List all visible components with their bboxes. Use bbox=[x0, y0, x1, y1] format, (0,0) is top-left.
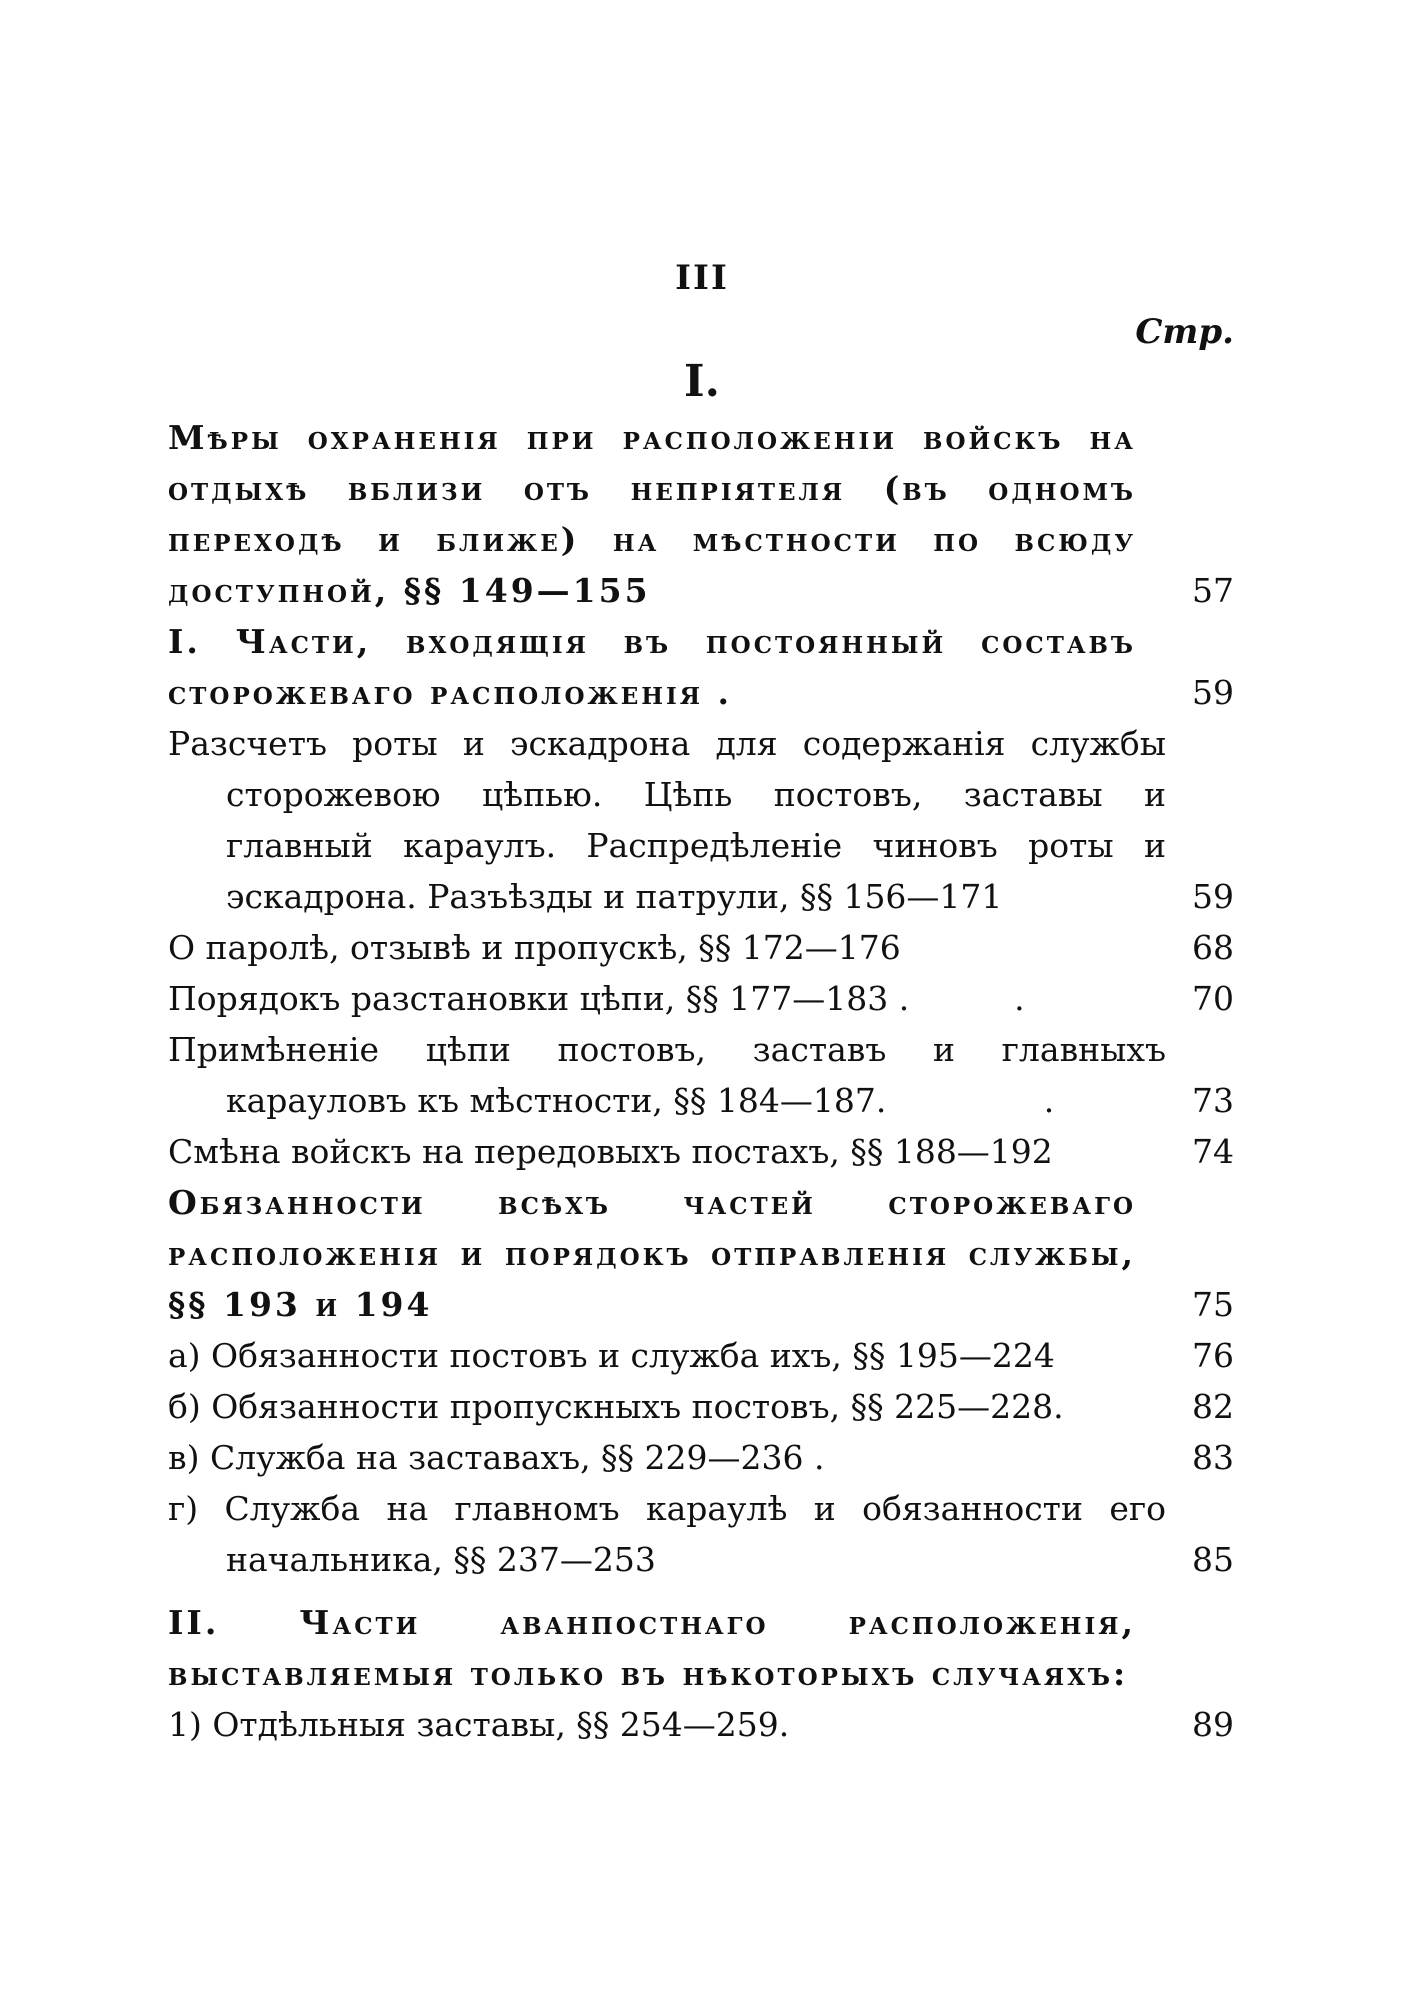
toc-entry-page: 89 bbox=[1192, 1705, 1234, 1744]
toc-entry-page: 74 bbox=[1192, 1132, 1234, 1171]
toc-entry-page: 68 bbox=[1192, 928, 1234, 967]
page-column-label: Стр. bbox=[1135, 312, 1234, 352]
toc-entry bbox=[168, 1126, 1234, 1177]
toc-entry-text: б) Обязанности пропускныхъ постовъ, §§ 225—228. bbox=[168, 1387, 1064, 1426]
toc-entry-text: Мѣры охраненія при расположеніи войскъ на отдыхѣ вблизи отъ непріятеля (въ одномъ переходѣ и ближе) на мѣстности по всюду доступной, §§ 149—155 bbox=[168, 418, 1136, 610]
toc-entry-text: в) Служба на заставахъ, §§ 229—236 . bbox=[168, 1438, 825, 1477]
toc-entry-page: 59 bbox=[1192, 877, 1234, 916]
toc-entry-page: 57 bbox=[1192, 571, 1234, 610]
toc-entry-page: 76 bbox=[1192, 1336, 1234, 1375]
section-heading: I. bbox=[684, 356, 720, 407]
toc-entry bbox=[168, 412, 1234, 616]
toc-entry-text: Смѣна войскъ на передовыхъ постахъ, §§ 188—192 bbox=[168, 1132, 1053, 1171]
toc-entry-page: 70 bbox=[1192, 979, 1234, 1018]
toc-entry-text: Порядокъ разстановки цѣпи, §§ 177—183 . . bbox=[168, 979, 1025, 1018]
toc-entry-page: 83 bbox=[1192, 1438, 1234, 1477]
toc-entry bbox=[168, 1597, 1234, 1699]
toc-entry-text: Разсчетъ роты и эскадрона для содержанія службы сторожевою цѣпью. Цѣпь постовъ, заставы и главный караулъ. Распредѣленіе чиновъ роты и эскадрона. Разъѣзды и патрули, §§ 156—171 bbox=[168, 724, 1167, 916]
toc-entry-page: 59 bbox=[1192, 673, 1234, 712]
toc-entry-text: 1) Отдѣльныя заставы, §§ 254—259. bbox=[168, 1705, 790, 1744]
toc-entry bbox=[168, 1024, 1234, 1126]
toc-entry-text: а) Обязанности постовъ и служба ихъ, §§ 195—224 bbox=[168, 1336, 1055, 1375]
toc-entry bbox=[168, 1483, 1234, 1585]
toc-entry bbox=[168, 718, 1234, 922]
table-of-contents bbox=[168, 412, 1234, 1750]
toc-entry-page: 73 bbox=[1192, 1081, 1234, 1120]
toc-entry-text: II. Части аванпостнаго расположенія, выставляемыя только въ нѣкоторыхъ случаяхъ: bbox=[168, 1603, 1136, 1693]
toc-entry bbox=[168, 1699, 1234, 1750]
toc-entry-text: Примѣненіе цѣпи постовъ, заставъ и главныхъ карауловъ къ мѣстности, §§ 184—187. . bbox=[168, 1030, 1177, 1120]
toc-entry-page: 75 bbox=[1192, 1285, 1234, 1324]
toc-entry-page: 85 bbox=[1192, 1540, 1234, 1579]
toc-entry-text: г) Служба на главномъ караулѣ и обязанности его начальника, §§ 237—253 bbox=[168, 1489, 1167, 1579]
toc-entry bbox=[168, 973, 1234, 1024]
toc-entry-page: 82 bbox=[1192, 1387, 1234, 1426]
toc-entry-text: О паролѣ, отзывѣ и пропускѣ, §§ 172—176 bbox=[168, 928, 901, 967]
toc-entry bbox=[168, 1177, 1234, 1330]
toc-entry bbox=[168, 616, 1234, 718]
toc-entry bbox=[168, 1381, 1234, 1432]
toc-entry bbox=[168, 922, 1234, 973]
toc-entry bbox=[168, 1432, 1234, 1483]
page-number: III bbox=[675, 258, 729, 298]
toc-entry-text: I. Части, входящія въ постоянный составъ сторожеваго расположенія . bbox=[168, 622, 1136, 712]
toc-entry bbox=[168, 1330, 1234, 1381]
toc-entry-text: Обязанности всѣхъ частей сторожеваго расположенія и порядокъ отправленія службы, §§ 193 и 194 bbox=[168, 1183, 1136, 1324]
